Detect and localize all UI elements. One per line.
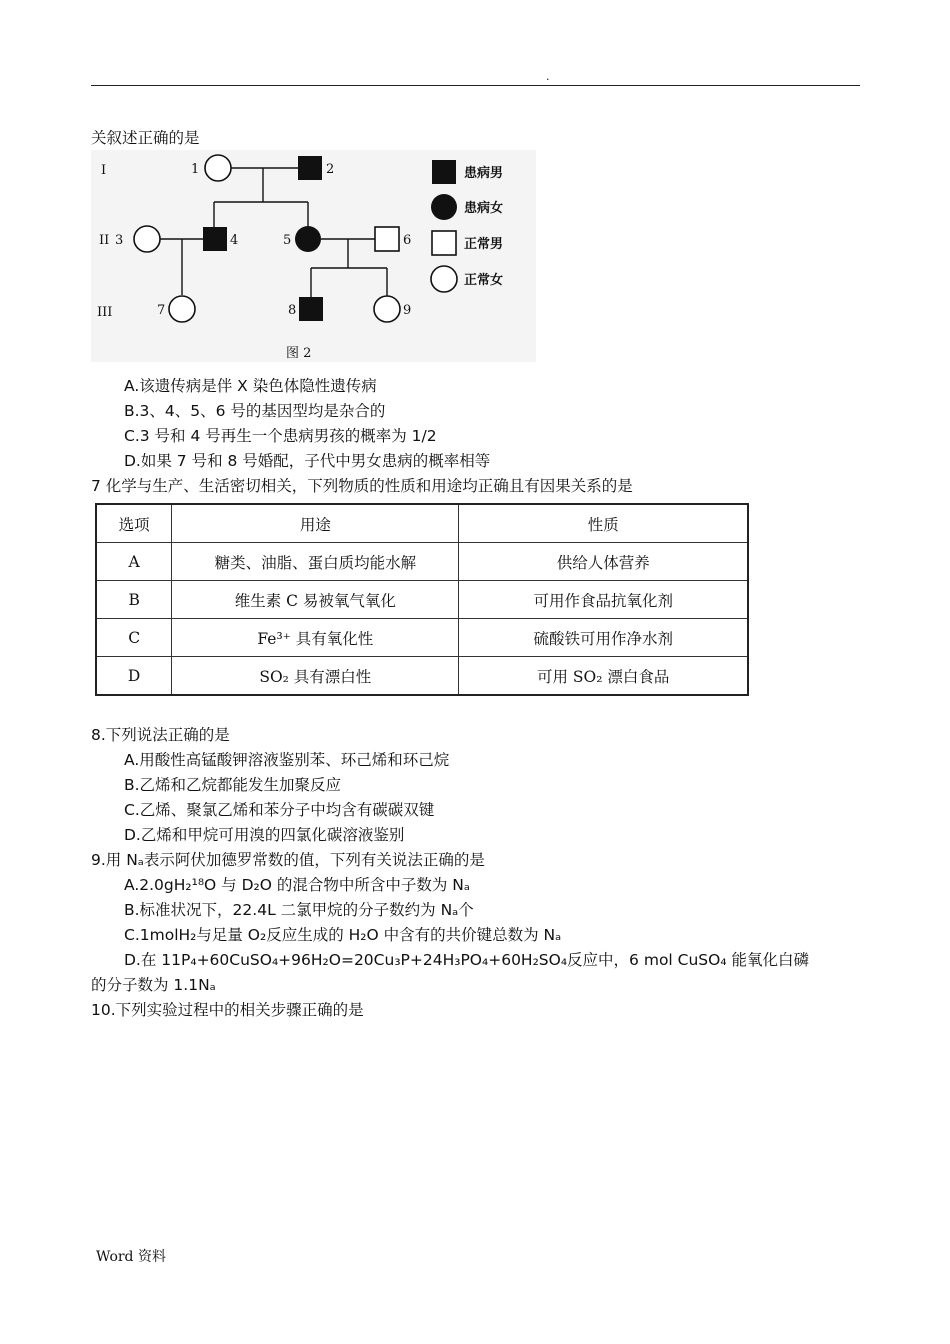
gen-label-1: I (101, 163, 107, 178)
q6-option-a: A.该遗传病是伴 X 染色体隐性遗传病 (124, 377, 377, 395)
legend-affected-female: 患病女 (464, 201, 504, 216)
q6-option-b: B.3、4、5、6 号的基因型均是杂合的 (124, 402, 386, 420)
individual-2-affected-male (298, 156, 322, 180)
legend-normal-female-symbol (431, 266, 457, 292)
gen-label-3: III (97, 305, 113, 320)
table-row (96, 619, 748, 657)
q9-option-c: C.1molH₂与足量 O₂反应生成的 H₂O 中含有的共价键总数为 Nₐ (124, 926, 562, 944)
header-mark: . (546, 70, 550, 83)
footer-text: Word 资料 (96, 1249, 166, 1265)
label-6: 6 (403, 233, 412, 248)
header-rule (91, 85, 860, 86)
figure-caption: 图 2 (286, 346, 312, 361)
table-row (96, 543, 748, 581)
individual-7-normal-female (169, 296, 195, 322)
legend-normal-male-symbol (432, 231, 456, 255)
legend-normal-female: 正常女 (464, 273, 504, 288)
cell-option: A (96, 543, 172, 581)
cell-use: Fe³⁺ 具有氧化性 (172, 619, 459, 657)
pedigree-chart (91, 150, 536, 362)
q10-stem: 10.下列实验过程中的相关步骤正确的是 (91, 1001, 364, 1019)
legend-affected-female-symbol (431, 194, 457, 220)
q8-option-b: B.乙烯和乙烷都能发生加聚反应 (124, 776, 342, 794)
cell-property: 可用作食品抗氧化剂 (459, 581, 748, 619)
cell-use: SO₂ 具有漂白性 (172, 657, 459, 696)
q9-stem: 9.用 Nₐ表示阿伏加德罗常数的值，下列有关说法正确的是 (91, 851, 485, 869)
legend-affected-male-symbol (432, 160, 456, 184)
pedigree-figure (91, 150, 536, 362)
legend-affected-male: 患病男 (464, 166, 504, 181)
label-5: 5 (283, 233, 292, 248)
individual-3-normal-female (134, 226, 160, 252)
label-4: 4 (230, 233, 239, 248)
q6-option-c: C.3 号和 4 号再生一个患病男孩的概率为 1/2 (124, 427, 437, 445)
individual-6-normal-male (375, 227, 399, 251)
individual-5-affected-female (295, 226, 321, 252)
table-row (96, 657, 748, 696)
q9-option-d-line2: 的分子数为 1.1Nₐ (91, 976, 216, 994)
q8-option-c: C.乙烯、聚氯乙烯和苯分子中均含有碳碳双键 (124, 801, 435, 819)
individual-4-affected-male (203, 227, 227, 251)
header-property: 性质 (459, 504, 748, 543)
q8-stem: 8.下列说法正确的是 (91, 726, 230, 744)
label-2: 2 (326, 162, 335, 177)
header-option: 选项 (96, 504, 172, 543)
cell-property: 可用 SO₂ 漂白食品 (459, 657, 748, 696)
label-3: 3 (115, 233, 124, 248)
table-header-row (96, 504, 748, 543)
label-7: 7 (157, 303, 166, 318)
q9-option-d-line1: D.在 11P₄+60CuSO₄+96H₂O=20Cu₃P+24H₃PO₄+60H₂SO₄反应中，6 mol CuSO₄ 能氧化白磷 (124, 951, 809, 969)
q7-stem: 7 化学与生产、生活密切相关，下列物质的性质和用途均正确且有因果关系的是 (91, 477, 633, 495)
table-row (96, 581, 748, 619)
cell-property: 供给人体营养 (459, 543, 748, 581)
individual-9-normal-female (374, 296, 400, 322)
cell-use: 维生素 C 易被氧气氧化 (172, 581, 459, 619)
cell-property: 硫酸铁可用作净水剂 (459, 619, 748, 657)
label-9: 9 (403, 303, 412, 318)
q7-table (95, 503, 749, 696)
q6-stem: 关叙述正确的是 (91, 129, 200, 147)
individual-1-normal-female (205, 155, 231, 181)
cell-option: D (96, 657, 172, 696)
q8-option-a: A.用酸性高锰酸钾溶液鉴别苯、环己烯和环己烷 (124, 751, 450, 769)
q9-option-a: A.2.0gH₂¹⁸O 与 D₂O 的混合物中所含中子数为 Nₐ (124, 876, 470, 894)
q6-option-d: D.如果 7 号和 8 号婚配，子代中男女患病的概率相等 (124, 452, 491, 470)
legend-normal-male: 正常男 (464, 237, 504, 252)
cell-option: C (96, 619, 172, 657)
label-1: 1 (191, 162, 200, 177)
gen-label-2: II (99, 233, 110, 248)
label-8: 8 (288, 303, 297, 318)
header-use: 用途 (172, 504, 459, 543)
q8-option-d: D.乙烯和甲烷可用溴的四氯化碳溶液鉴别 (124, 826, 405, 844)
individual-8-affected-male (299, 297, 323, 321)
q9-option-b: B.标准状况下，22.4L 二氯甲烷的分子数约为 Nₐ个 (124, 901, 474, 919)
cell-use: 糖类、油脂、蛋白质均能水解 (172, 543, 459, 581)
cell-option: B (96, 581, 172, 619)
